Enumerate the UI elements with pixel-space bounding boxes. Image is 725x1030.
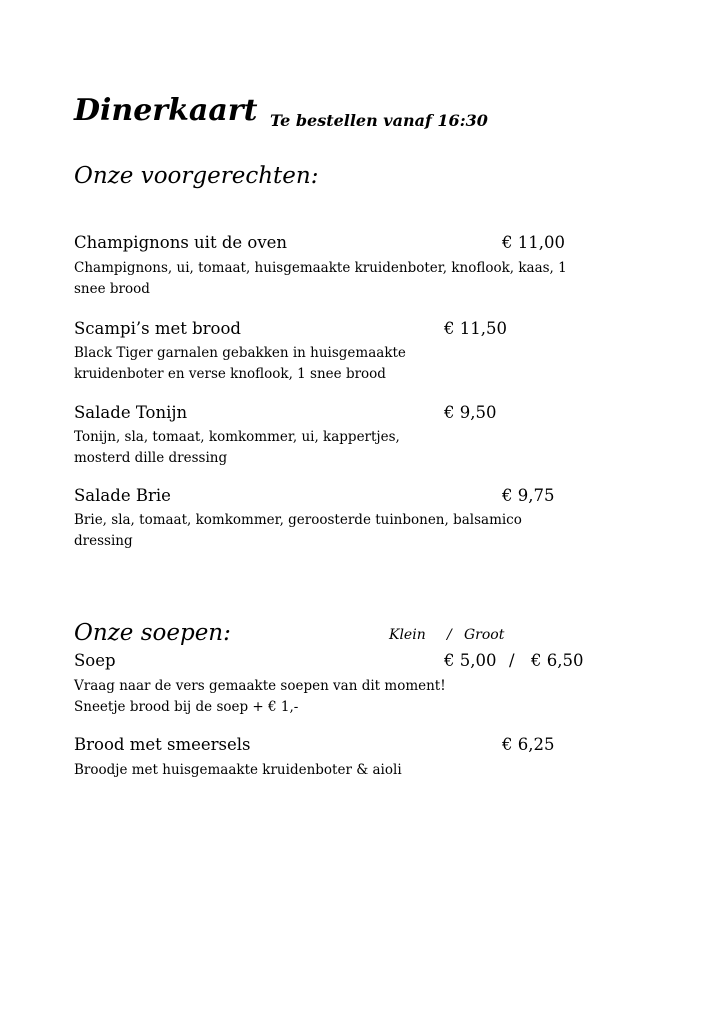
menu-item-description: Vraag naar de vers gemaakte soepen van dit moment! <box>74 678 446 694</box>
menu-item-price: € 9,50 <box>444 403 497 422</box>
menu-item-description: kruidenboter en verse knoflook, 1 snee brood <box>74 366 386 382</box>
menu-item-description: mosterd dille dressing <box>74 450 228 466</box>
menu-item-price: € 11,50 <box>444 319 507 338</box>
menu-item-description: snee brood <box>74 281 150 297</box>
menu-item-name: Champignons uit de oven <box>74 233 288 252</box>
starters-heading: Onze voorgerechten: <box>74 163 319 189</box>
size-large-label: Groot <box>464 627 505 643</box>
menu-item-price: € 9,75 <box>502 486 555 505</box>
size-separator: / <box>447 627 452 643</box>
menu-item-name: Soep <box>74 651 116 670</box>
menu-item-price: € 11,00 <box>502 233 565 252</box>
menu-item-name: Scampi’s met brood <box>74 319 241 338</box>
price-small: € 5,00 <box>444 651 497 670</box>
price-large: € 6,50 <box>531 651 584 670</box>
menu-item-description: Black Tiger garnalen gebakken in huisgemaakte <box>74 345 406 361</box>
menu-item-description: Tonijn, sla, tomaat, komkommer, ui, kappertjes, <box>74 429 400 445</box>
menu-item-name: Brood met smeersels <box>74 735 251 754</box>
size-small-label: Klein <box>389 627 426 643</box>
menu-item-description: Broodje met huisgemaakte kruidenboter & aioli <box>74 762 402 778</box>
menu-item-price: € 6,25 <box>502 735 555 754</box>
menu-item-name: Salade Tonijn <box>74 403 188 422</box>
menu-item-description: Sneetje brood bij de soep + € 1,- <box>74 699 299 715</box>
soups-heading: Onze soepen: <box>74 620 231 646</box>
menu-item-description: Champignons, ui, tomaat, huisgemaakte kruidenboter, knoflook, kaas, 1 <box>74 260 567 276</box>
price-separator: / <box>509 651 515 670</box>
ordering-time-note: Te bestellen vanaf 16:30 <box>270 111 488 130</box>
menu-item-description: dressing <box>74 533 133 549</box>
menu-item-description: Brie, sla, tomaat, komkommer, geroosterde tuinbonen, balsamico <box>74 512 522 528</box>
menu-item-name: Salade Brie <box>74 486 171 505</box>
page-title: Dinerkaart <box>74 93 258 128</box>
